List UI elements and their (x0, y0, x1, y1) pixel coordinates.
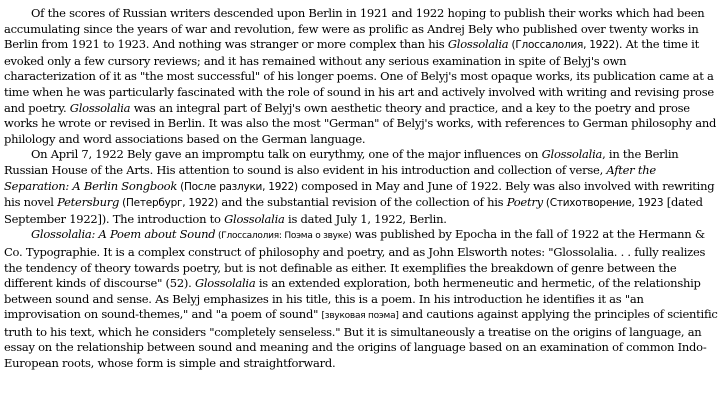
text-segment: and the substantial revision of the collection of his (218, 195, 507, 210)
paragraph-3 (4, 227, 720, 371)
title-petersburg: Petersburg (57, 195, 120, 210)
text-segment: . At the time it evoked only a few cursory reviews; and it has remained without any serious examination in spite of Belyj's own characterization of it as "the most successful" of his longer poems. One of Belyj's most opaque works, its publication came at a time when he was particularly fascinated with the role of sound in his art and actively involved with writing and revising prose and poetry. (4, 37, 714, 115)
paragraph-2 (4, 147, 720, 227)
title-glossolalia: Glossolalia (541, 147, 603, 162)
text-segment: is dated July 1, 1922, Berlin. (284, 211, 447, 226)
text-segment: and cautions against applying the principles of scientific truth to his text, which he considers "completely senseless." But it is simultaneously a treatise on the origins of language, an essay on the relationship between sound and meaning and the origins of language based on an examination of common Indo-European roots, whose form is simple and straightforward. (4, 307, 718, 371)
text-segment: was an integral part of Belyj's own aesthetic theory and practice, and a key to the poetry and prose works he wrote or revised in Berlin. It was also the most "German" of Belyj's works, with references to German philosophy and philology and word associations based on the German language. (4, 100, 717, 146)
title-glossolalia-poem: Glossolalia: A Poem about Sound (31, 227, 216, 242)
title-glossolalia: Glossolalia (447, 37, 509, 52)
text-segment: [dated September 1922]). The introduction to (4, 195, 703, 226)
paragraph-1 (4, 6, 720, 147)
title-poetry: Poetry (506, 195, 543, 210)
text-segment: , in the Berlin Russian House of the Arts. His attention to sound is also evident in his introduction and collection of verse, (4, 147, 679, 177)
russian-title: (Стихотворение, 1923 (542, 197, 664, 210)
document-body (4, 6, 720, 372)
russian-title: (Глоссалолия, 1922) (508, 39, 619, 52)
russian-title: (Глоссалолия: Поэма о звуке) (215, 231, 352, 242)
text-segment: was published by Epocha in the fall of 1922 at the Hermann & Co. Typographie. It is a complex construct of philosophy and poetry, and as John Elsworth notes: "Glossolalia. . . fully realizes the tendency of theory towards poetry, but is not definable as either. It exemplifies the breakdown of genre between the different kinds of discourse" (52). (4, 227, 706, 291)
title-glossolalia: Glossolalia (224, 211, 285, 226)
text-segment: composed in May and June of 1922. Bely was also involved with rewriting his novel (4, 178, 715, 210)
title-after-the-separation: After the Separation: A Berlin Songbook (4, 162, 656, 193)
text-segment: is an extended exploration, both hermeneutic and hermetic, of the relationship between sound and sense. As Belyj emphasizes in his title, this is a poem. In his introduction he identifies it as "an improvisation on sound-themes," and "a poem of sound" (4, 276, 701, 322)
text-segment: On April 7, 1922 Bely gave an impromptu talk on eurythmy, one of the major influences on (31, 147, 542, 162)
russian-title: (После разлуки, 1922) (177, 180, 298, 193)
text-segment: Of the scores of Russian writers descended upon Berlin in 1921 and 1922 hoping to publish their works which had been accumulating since the years of war and revolution, few were as prolific as Andrej Bely who published over twenty works in Berlin from 1921 to 1923. And nothing was stranger or more complex than his (4, 6, 705, 52)
title-glossolalia: Glossolalia (69, 100, 131, 115)
russian-title: (Петербург, 1922) (119, 197, 218, 210)
russian-gloss: [звуковая поэма] (321, 311, 399, 322)
title-glossolalia: Glossolalia (194, 276, 256, 291)
